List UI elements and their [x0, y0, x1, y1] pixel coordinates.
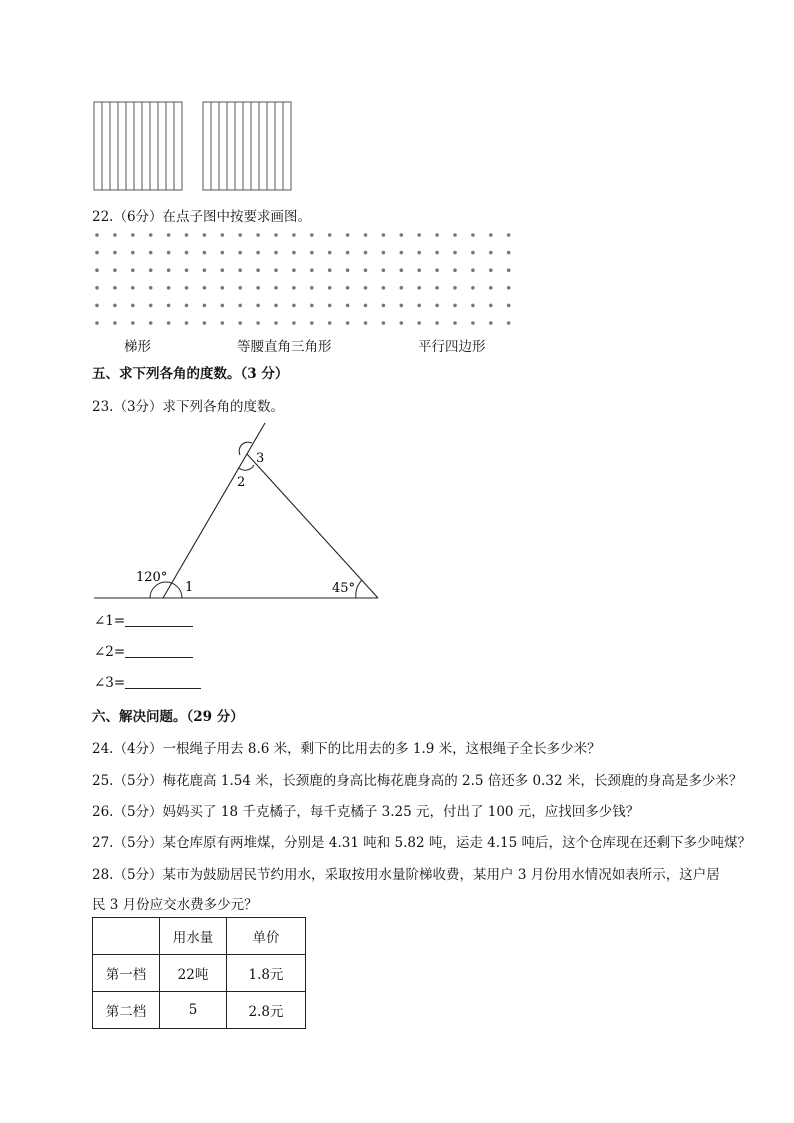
grid-dot — [238, 268, 242, 272]
grid-dot — [328, 251, 332, 255]
grid-dot — [364, 233, 368, 237]
answer-angle-2: ∠2= — [94, 643, 193, 660]
grid-dot — [489, 304, 493, 308]
grid-dot — [256, 268, 260, 272]
grid-dot — [113, 321, 117, 325]
grid-dot — [489, 251, 493, 255]
grid-dot — [453, 233, 457, 237]
grid-dot — [149, 286, 153, 290]
grid-dot — [310, 321, 314, 325]
grid-dot — [95, 268, 99, 272]
grid-dot — [489, 268, 493, 272]
grid-dot — [400, 251, 404, 255]
grid-dot — [346, 286, 350, 290]
table-header-cell: 单价 — [227, 918, 306, 955]
grid-dot — [256, 286, 260, 290]
grid-dot — [489, 286, 493, 290]
answer-blank-2[interactable] — [125, 643, 193, 658]
grid-dot — [167, 304, 171, 308]
grid-dot — [185, 304, 189, 308]
grid-dot — [364, 251, 368, 255]
answer-blank-3[interactable] — [125, 674, 201, 689]
grid-dot — [131, 233, 135, 237]
grid-dot — [507, 251, 511, 255]
grid-dot — [417, 286, 421, 290]
grid-dot — [507, 268, 511, 272]
grid-dot — [400, 304, 404, 308]
grid-dot — [489, 233, 493, 237]
grid-dot — [95, 321, 99, 325]
question-24: 24.（4分）一根绳子用去 8.6 米，剩下的比用去的多 1.9 米，这根绳子全长多少米？ — [92, 741, 601, 757]
grid-dot — [400, 268, 404, 272]
grid-dot — [417, 268, 421, 272]
label-angle-3: 3 — [256, 451, 265, 466]
grid-dot — [382, 286, 386, 290]
grid-dot — [131, 286, 135, 290]
table-cell: 22吨 — [160, 955, 227, 992]
grid-dot — [364, 304, 368, 308]
table-cell: 第二档 — [93, 992, 160, 1029]
grid-dot — [507, 304, 511, 308]
grid-dot — [185, 233, 189, 237]
grid-dot — [417, 251, 421, 255]
grid-dot — [238, 251, 242, 255]
grid-dot — [346, 321, 350, 325]
grid-dot — [113, 251, 117, 255]
grid-dot — [507, 286, 511, 290]
grid-dot — [113, 268, 117, 272]
grid-dot — [471, 268, 475, 272]
grid-dot — [292, 251, 296, 255]
grid-dot — [435, 286, 439, 290]
grid-dot — [417, 304, 421, 308]
grid-dot — [328, 321, 332, 325]
left-side-line — [163, 423, 265, 598]
grid-dot — [95, 286, 99, 290]
grid-dot — [328, 233, 332, 237]
grid-dot — [221, 268, 225, 272]
grid-dot — [310, 286, 314, 290]
grid-dot — [310, 251, 314, 255]
grid-dot — [274, 251, 278, 255]
grid-dot — [328, 304, 332, 308]
grid-dot — [417, 321, 421, 325]
table-header-cell: 用水量 — [160, 918, 227, 955]
grid-dot — [417, 233, 421, 237]
question-28-line1: 28.（5分）某市为鼓励居民节约用水，采取按用水量阶梯收费，某用户 3 月份用水情况如表所示，这户居 — [92, 867, 720, 883]
grid-dot — [113, 233, 117, 237]
grid-dot — [185, 321, 189, 325]
question-25: 25.（5分）梅花鹿高 1.54 米，长颈鹿的身高比梅花鹿身高的 2.5 倍还多 0.32 米，长颈鹿的身高是多少米？ — [92, 773, 743, 789]
grid-dot — [185, 251, 189, 255]
triangle-angle-figure — [0, 415, 400, 610]
grid-dot — [203, 268, 207, 272]
grid-dot — [131, 251, 135, 255]
grid-dot — [328, 268, 332, 272]
grid-dot — [471, 321, 475, 325]
question-27: 27.（5分）某仓库原有两堆煤，分别是 4.31 吨和 5.82 吨，运走 4.15 吨后，这个仓库现在还剩下多少吨煤？ — [92, 835, 751, 851]
question-22: 22.（6分）在点子图中按要求画图。 — [92, 209, 312, 225]
grid-dot — [292, 233, 296, 237]
grid-dot — [471, 233, 475, 237]
table-cell: 2.8元 — [227, 992, 306, 1029]
grid-dot — [435, 233, 439, 237]
grid-dot — [435, 321, 439, 325]
right-angle-arc — [356, 580, 362, 598]
grid-dot — [274, 233, 278, 237]
dot-grid-label-trapezoid: 梯形 — [124, 339, 151, 355]
grid-dot — [221, 321, 225, 325]
grid-dot — [256, 321, 260, 325]
grid-dot — [346, 268, 350, 272]
grid-dot — [274, 304, 278, 308]
label-45-degree: 45° — [332, 581, 356, 596]
section-6-title: 六、解决问题。（29 分） — [92, 709, 244, 725]
grid-dot — [131, 321, 135, 325]
table-cell: 5 — [160, 992, 227, 1029]
grid-dot — [203, 251, 207, 255]
grid-dot — [400, 233, 404, 237]
grid-dot — [167, 321, 171, 325]
grid-dot — [453, 286, 457, 290]
grid-dot — [489, 321, 493, 325]
grid-dot — [435, 268, 439, 272]
grid-dot — [221, 304, 225, 308]
grid-dot — [95, 233, 99, 237]
table-row — [93, 955, 306, 992]
grid-dot — [203, 233, 207, 237]
grid-dot — [131, 304, 135, 308]
grid-dot — [292, 321, 296, 325]
grid-dot — [185, 286, 189, 290]
grid-dot — [382, 251, 386, 255]
grid-dot — [167, 251, 171, 255]
grid-dot — [400, 286, 404, 290]
striped-rectangle — [203, 102, 291, 190]
grid-dot — [221, 286, 225, 290]
grid-dot — [238, 286, 242, 290]
grid-dot — [167, 268, 171, 272]
grid-dot — [167, 286, 171, 290]
grid-dot — [256, 304, 260, 308]
striped-rectangles-figure — [90, 98, 300, 194]
table-header-cell — [93, 918, 160, 955]
grid-dot — [507, 321, 511, 325]
grid-dot — [95, 304, 99, 308]
grid-dot — [382, 233, 386, 237]
grid-dot — [149, 321, 153, 325]
grid-dot — [256, 251, 260, 255]
grid-dot — [471, 251, 475, 255]
grid-dot — [453, 268, 457, 272]
grid-dot — [471, 304, 475, 308]
grid-dot — [453, 304, 457, 308]
grid-dot — [364, 286, 368, 290]
question-23: 23.（3分）求下列各角的度数。 — [92, 399, 285, 415]
grid-dot — [149, 251, 153, 255]
grid-dot — [310, 268, 314, 272]
question-28-line2: 民 3 月份应交水费多少元？ — [92, 897, 258, 913]
grid-dot — [274, 286, 278, 290]
grid-dot — [435, 251, 439, 255]
grid-dot — [167, 233, 171, 237]
right-side-line — [247, 454, 378, 598]
dot-grid — [90, 228, 520, 328]
grid-dot — [453, 251, 457, 255]
table-row — [93, 992, 306, 1029]
dot-grid-label-isosceles-right-triangle: 等腰直角三角形 — [237, 339, 332, 355]
grid-dot — [238, 233, 242, 237]
grid-dot — [435, 304, 439, 308]
table-cell: 第一档 — [93, 955, 160, 992]
grid-dot — [238, 304, 242, 308]
grid-dot — [400, 321, 404, 325]
grid-dot — [507, 233, 511, 237]
grid-dot — [95, 251, 99, 255]
section-5-title: 五、求下列各角的度数。（3 分） — [92, 366, 289, 382]
grid-dot — [149, 304, 153, 308]
grid-dot — [221, 233, 225, 237]
grid-dot — [221, 251, 225, 255]
grid-dot — [113, 304, 117, 308]
grid-dot — [274, 321, 278, 325]
label-120-degree: 120° — [136, 570, 168, 585]
grid-dot — [292, 268, 296, 272]
grid-dot — [149, 268, 153, 272]
table-header-row — [93, 918, 306, 955]
grid-dot — [382, 321, 386, 325]
grid-dot — [238, 321, 242, 325]
grid-dot — [131, 268, 135, 272]
question-26: 26.（5分）妈妈买了 18 千克橘子，每千克橘子 3.25 元，付出了 100 元，应找回多少钱？ — [92, 804, 640, 820]
grid-dot — [364, 268, 368, 272]
grid-dot — [310, 233, 314, 237]
grid-dot — [346, 233, 350, 237]
grid-dot — [310, 304, 314, 308]
grid-dot — [346, 251, 350, 255]
grid-dot — [471, 286, 475, 290]
grid-dot — [274, 268, 278, 272]
grid-dot — [382, 304, 386, 308]
grid-dot — [203, 286, 207, 290]
grid-dot — [185, 268, 189, 272]
grid-dot — [364, 321, 368, 325]
grid-dot — [113, 286, 117, 290]
grid-dot — [453, 321, 457, 325]
grid-dot — [346, 304, 350, 308]
grid-dot — [382, 268, 386, 272]
grid-dot — [203, 304, 207, 308]
grid-dot — [149, 233, 153, 237]
label-angle-1: 1 — [185, 580, 194, 595]
table-cell: 1.8元 — [227, 955, 306, 992]
dot-grid-label-parallelogram: 平行四边形 — [418, 339, 486, 355]
grid-dot — [292, 304, 296, 308]
grid-dot — [328, 286, 332, 290]
grid-dot — [256, 233, 260, 237]
answer-angle-1: ∠1= — [94, 612, 193, 629]
striped-rectangle — [94, 102, 182, 190]
apex-angle-arc — [239, 465, 254, 470]
answer-blank-1[interactable] — [125, 612, 193, 627]
label-angle-2: 2 — [237, 475, 246, 490]
grid-dot — [203, 321, 207, 325]
grid-dot — [292, 286, 296, 290]
water-price-table — [92, 917, 306, 1029]
answer-angle-3: ∠3= — [94, 674, 201, 691]
